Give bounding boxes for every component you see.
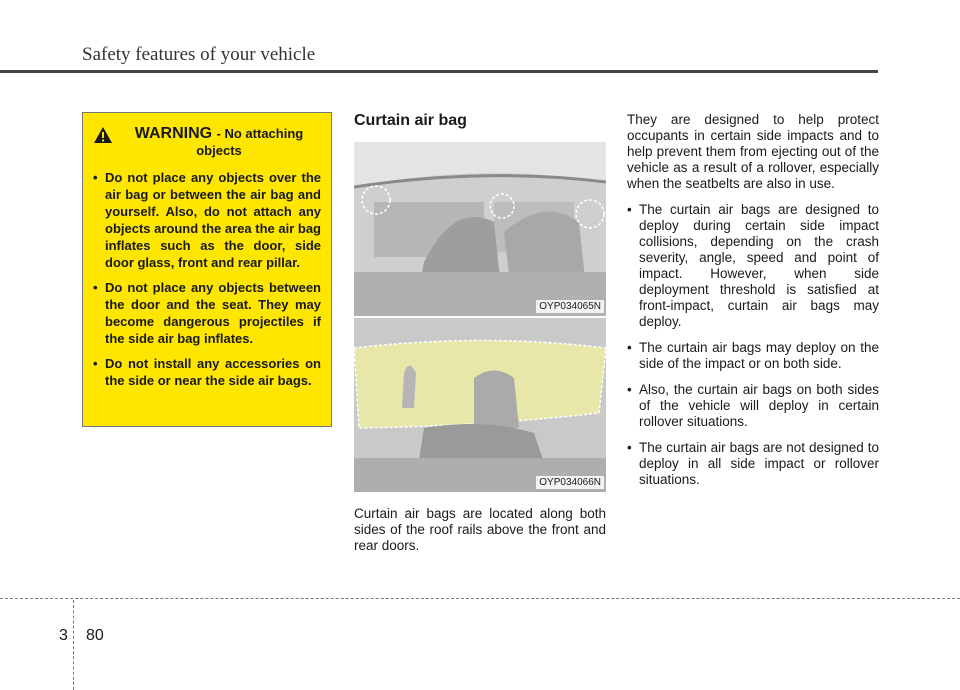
warning-title: WARNING xyxy=(134,125,213,142)
warning-header xyxy=(93,125,321,159)
list-item: • The curtain air bags are not designed to deploy in all side impact or rollover situations. xyxy=(627,440,879,488)
list-item: • The curtain air bags are designed to deploy during certain side impact collisions, depending on the crash severity, angle, speed and point of impact. However, when side deployment threshold is satisfied at front-impact, curtain air bags may deploy. xyxy=(627,202,879,330)
curtain-airbag-section xyxy=(354,112,606,554)
curtain-airbag-details xyxy=(627,112,879,498)
header-rule xyxy=(82,70,878,73)
warning-item: • Do not place any objects between the door and the seat. They may become dangerous projectiles if the side air bag inflates. xyxy=(93,279,321,347)
curtain-airbag-intro: They are designed to help protect occupants in certain side impacts and to help prevent them from ejecting out of the vehicle as a result of a rollover, especially when the seatbelts are also in use. xyxy=(627,112,879,191)
warning-list xyxy=(93,169,321,389)
list-item: • Also, the curtain air bags on both sides of the vehicle will deploy in certain rollover situations. xyxy=(627,382,879,430)
warning-subtitle: - No attaching objects xyxy=(196,126,304,158)
figure-code: OYP034066N xyxy=(536,476,604,489)
footer-divider xyxy=(73,600,74,690)
warning-item: • Do not install any accessories on the side or near the side air bags. xyxy=(93,355,321,389)
deployed-curtain-airbag-illustration xyxy=(354,318,606,492)
vehicle-interior-illustration xyxy=(354,142,606,316)
page-number: 80 xyxy=(86,627,104,644)
curtain-airbag-heading: Curtain air bag xyxy=(354,112,467,129)
curtain-airbag-bullets xyxy=(627,202,879,488)
curtain-airbag-figure-2 xyxy=(354,318,606,492)
warning-item: • Do not place any objects over the air bag or between the air bag and yourself. Also, do not attach any objects around the area the air bag inflates such as the door, side door glass, front and rear pillar. xyxy=(93,169,321,271)
warning-triangle-icon xyxy=(93,126,113,144)
curtain-airbag-description: Curtain air bags are located along both sides of the roof rails above the front and rear doors. xyxy=(354,506,606,553)
chapter-number: 3 xyxy=(59,627,68,644)
list-item: • The curtain air bags may deploy on the side of the impact or on both side. xyxy=(627,340,879,372)
figure-code: OYP034065N xyxy=(536,300,604,313)
footer-rule xyxy=(0,598,960,599)
warning-box xyxy=(82,112,332,427)
section-title: Safety features of your vehicle xyxy=(82,44,316,65)
curtain-airbag-figure-1 xyxy=(354,142,606,316)
